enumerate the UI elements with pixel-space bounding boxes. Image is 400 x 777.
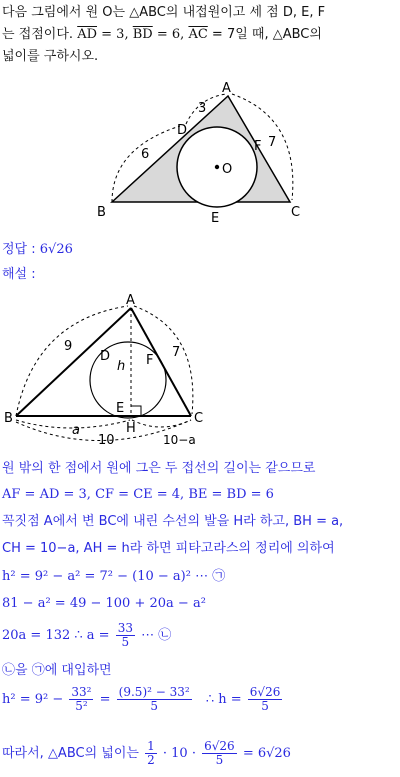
eq10-mid: · 10 · bbox=[162, 746, 196, 761]
center-o-dot bbox=[215, 165, 219, 169]
frac-num: 33 bbox=[117, 621, 133, 635]
eq9-equals: = bbox=[99, 692, 111, 707]
length-7: 7 bbox=[268, 135, 277, 150]
frac-den: 5 bbox=[215, 753, 224, 767]
frac-den: 5² bbox=[75, 699, 88, 713]
frac-num: (9.5)² − 33² bbox=[118, 685, 190, 699]
fraction-33sq-5sq bbox=[69, 686, 93, 713]
solution-line-5: h² = 9² − a² = 7² − (10 − a)² ⋯ ㉠ bbox=[2, 569, 226, 584]
frac-den: 5 bbox=[150, 699, 158, 713]
arc-ac2 bbox=[134, 306, 193, 414]
label-d: D bbox=[177, 123, 188, 138]
label-b: B bbox=[97, 205, 106, 220]
solution-line-7 bbox=[2, 622, 171, 649]
segment-ac: $\overline{AC}$ bbox=[188, 27, 208, 42]
length-6: 6 bbox=[141, 147, 150, 162]
eq9-therefore: ∴ h = bbox=[205, 692, 242, 707]
frac-den: 2 bbox=[147, 753, 155, 767]
label2-c: C bbox=[194, 411, 204, 426]
solution-line-2: AF = AD = 3, CF = CE = 4, BE = BD = 6 bbox=[2, 487, 274, 502]
value-ad: = 3, bbox=[101, 27, 129, 42]
fraction-33-5 bbox=[116, 622, 135, 649]
figure-incircle bbox=[0, 78, 400, 228]
problem-line-3: 넓이를 구하시오. bbox=[2, 49, 99, 64]
explanation-label: 해설 : bbox=[2, 267, 36, 282]
label-e: E bbox=[211, 211, 220, 226]
arc-hc bbox=[132, 420, 191, 427]
label-o: O bbox=[222, 162, 233, 177]
label2-h: H bbox=[126, 421, 136, 436]
length2-7: 7 bbox=[172, 345, 181, 360]
label2-e: E bbox=[116, 401, 125, 416]
length2-10: 10 bbox=[98, 433, 115, 448]
label-c: C bbox=[291, 205, 301, 220]
label-a: A bbox=[222, 81, 231, 96]
value-bd: = 6, bbox=[156, 27, 185, 42]
label2-b: B bbox=[4, 411, 13, 426]
segment-bd: $\overline{BD}$ bbox=[132, 27, 153, 42]
label2-f: F bbox=[146, 353, 154, 368]
eq10-left: 따라서, △ABC의 넓이는 bbox=[2, 746, 139, 761]
frac-num: 33² bbox=[71, 685, 92, 699]
label2-h-height: h bbox=[117, 359, 126, 374]
solution-line-10 bbox=[2, 740, 291, 767]
solution-line-4: CH = 10−a, AH = h라 하면 피타고라스의 정리에 의하여 bbox=[2, 541, 335, 556]
segment-ad: $\overline{AD}$ bbox=[77, 27, 98, 42]
side-ab bbox=[16, 308, 131, 416]
frac-num: 6√26 bbox=[204, 739, 235, 753]
length2-9: 9 bbox=[64, 339, 73, 354]
problem-text: 는 접점이다. bbox=[2, 27, 74, 42]
eq7-left: 20a = 132 ∴ a = bbox=[2, 628, 110, 643]
length2-10-a: 10−a bbox=[163, 433, 196, 447]
eq7-mark: ⋯ ㉡ bbox=[141, 628, 172, 643]
answer-value: 6√26 bbox=[39, 242, 73, 257]
figure-altitude bbox=[0, 290, 400, 452]
eq10-result: = 6√26 bbox=[242, 746, 291, 761]
solution-line-1: 원 밖의 한 점에서 원에 그은 두 접선의 길이는 같으므로 bbox=[2, 461, 316, 476]
frac-den: 5 bbox=[121, 635, 130, 649]
length2-a: a bbox=[72, 423, 80, 438]
right-angle-mark bbox=[131, 406, 141, 416]
solution-line-6: 81 − a² = 49 − 100 + 20a − a² bbox=[2, 596, 206, 611]
frac-den: 5 bbox=[261, 699, 269, 713]
frac-num: 1 bbox=[147, 739, 155, 753]
fraction-half bbox=[145, 740, 157, 767]
value-ac: = 7일 때, △ABC의 bbox=[211, 27, 322, 42]
label2-d: D bbox=[100, 349, 111, 364]
solution-line-9 bbox=[2, 686, 284, 713]
fraction-h bbox=[248, 686, 283, 713]
solution-line-8: ㉡을 ㉠에 대입하면 bbox=[2, 663, 112, 678]
problem-line-1: 다음 그림에서 원 O는 △ABC의 내접원이고 세 점 D, E, F bbox=[2, 5, 326, 20]
label-f: F bbox=[254, 139, 262, 154]
eq9-left: h² = 9² − bbox=[2, 692, 64, 707]
problem-line-2 bbox=[2, 26, 322, 44]
fraction-area bbox=[202, 740, 237, 767]
answer-label: 정답 : bbox=[2, 242, 36, 257]
label2-a: A bbox=[126, 293, 135, 308]
solution-line-3: 꼭짓점 A에서 변 BC에 내린 수선의 발을 H라 하고, BH = a, bbox=[2, 514, 344, 529]
frac-num: 6√26 bbox=[249, 685, 281, 699]
length-3: 3 bbox=[198, 101, 207, 116]
fraction-diff bbox=[117, 686, 192, 713]
answer-row bbox=[2, 241, 73, 259]
